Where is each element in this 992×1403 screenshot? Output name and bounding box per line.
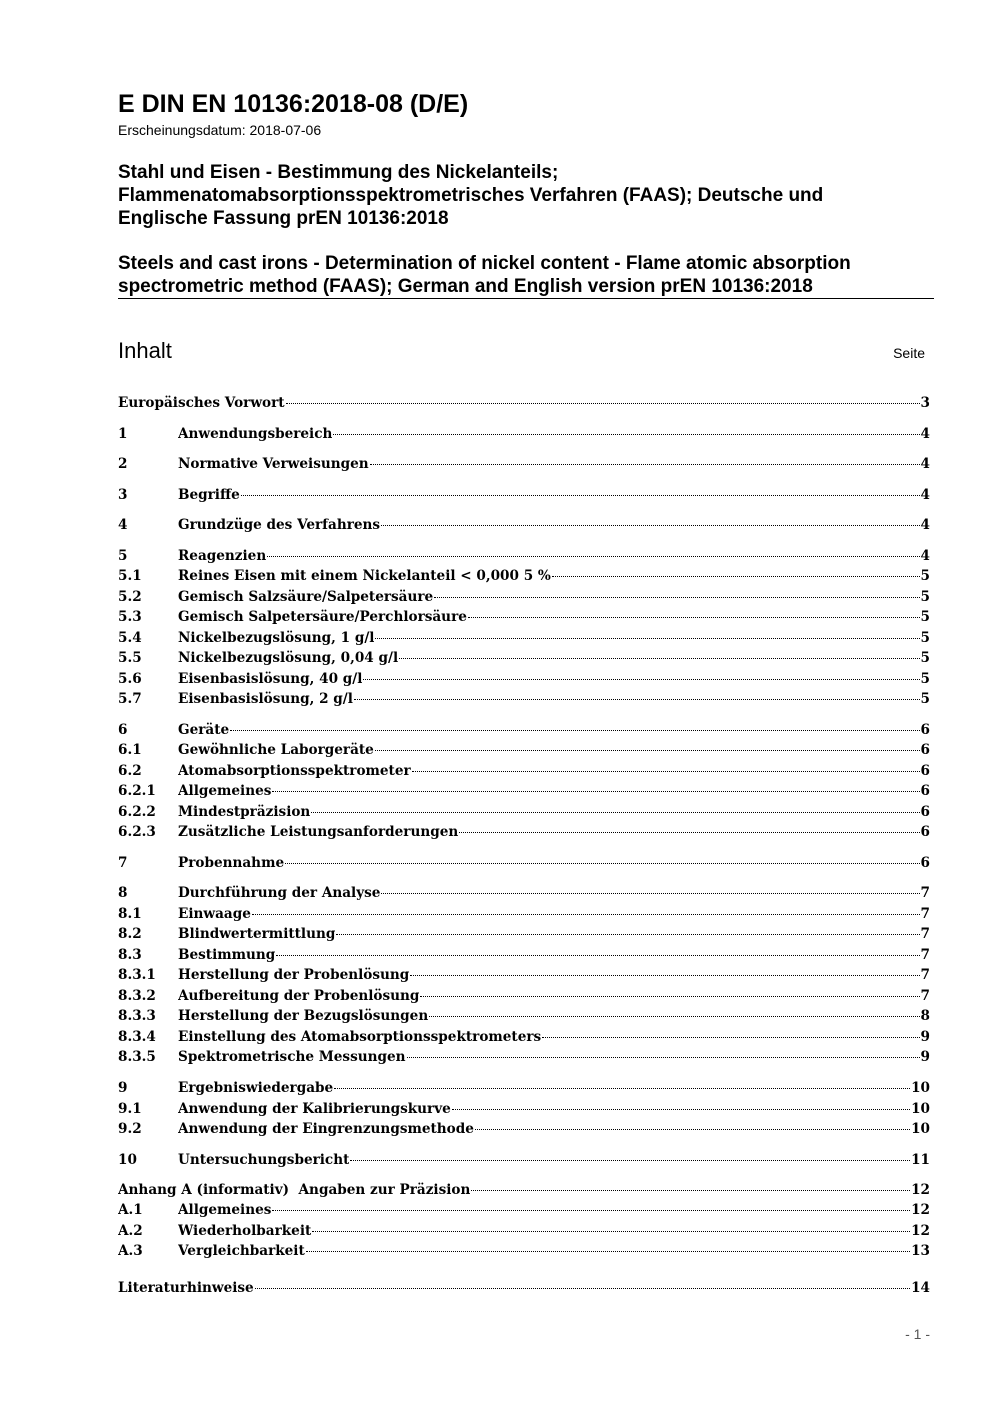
toc-entry-page: 11 [911, 1152, 930, 1168]
toc-entry-page: 4 [920, 517, 930, 533]
toc-entry-title: Gemisch Salzsäure/Salpetersäure [178, 589, 434, 605]
toc-entry-number: 2 [118, 456, 128, 472]
toc-entry-title: Allgemeines [178, 1202, 272, 1218]
toc-entry-title: Bestimmung [178, 947, 276, 963]
toc-entry-leader-dots [336, 934, 919, 935]
toc-entry-title: Anwendungsbereich [178, 426, 333, 442]
toc-entry[interactable] [118, 824, 930, 844]
toc-entry-number: 5.3 [118, 609, 142, 625]
toc-entry-number: 7 [118, 855, 128, 871]
toc-entry-leader-dots [381, 525, 919, 526]
toc-entry-title: Gewöhnliche Laborgeräte [178, 742, 374, 758]
toc-entry-title: Begriffe [178, 487, 240, 503]
toc-entry-title: Reines Eisen mit einem Nickelanteil < 0,000 5 % [178, 568, 551, 584]
toc-entry-leader-dots [459, 832, 919, 833]
toc-entry-title: Blindwertermittlung [178, 926, 336, 942]
toc-entry-title: Anwendung der Kalibrierungskurve [178, 1101, 451, 1117]
toc-entry[interactable] [118, 568, 930, 588]
publication-date: Erscheinungsdatum: 2018-07-06 [118, 122, 322, 138]
toc-entry[interactable] [118, 885, 930, 905]
toc-entry-page: 10 [911, 1121, 930, 1137]
toc-entry-title: Eisenbasislösung, 40 g/l [178, 671, 363, 687]
toc-entry-leader-dots [252, 914, 920, 915]
toc-entry[interactable] [118, 1280, 930, 1300]
toc-entry[interactable] [118, 650, 930, 670]
toc-entry-leader-dots [429, 1016, 919, 1017]
toc-entry-number: 8.3.4 [118, 1029, 156, 1045]
toc-entry-title: Vergleichbarkeit [178, 1243, 305, 1259]
toc-entry-page: 7 [920, 988, 930, 1004]
toc-entry[interactable] [118, 630, 930, 650]
toc-entry-leader-dots [255, 1288, 910, 1289]
toc-entry-title: Literaturhinweise [118, 1280, 254, 1296]
toc-entry-title: Atomabsorptionsspektrometer [178, 763, 411, 779]
toc-entry-leader-dots [375, 638, 919, 639]
toc-entry-leader-dots [312, 1231, 910, 1232]
toc-entry-title: Reagenzien [178, 548, 267, 564]
title-german: Stahl und Eisen - Bestimmung des Nickelanteils; Flammenatomabsorptionsspektrometrisches Verfahren (FAAS); Deutsche und Englische Fassung prEN 10136:2018 [118, 162, 824, 229]
toc-heading: Inhalt [118, 338, 172, 363]
toc-entry-number: 6.2.3 [118, 824, 156, 840]
toc-entry-number: 5.1 [118, 568, 142, 584]
title-english: Steels and cast irons - Determination of nickel content - Flame atomic absorption spectrometric method (FAAS); German and English version prEN 10136:2018 [118, 253, 851, 297]
toc-entry-number: 6.2.2 [118, 804, 156, 820]
toc-entry[interactable] [118, 1121, 930, 1141]
toc-entry-leader-dots [285, 863, 919, 864]
toc-entry[interactable] [118, 1101, 930, 1121]
toc-entry-number: 6 [118, 722, 128, 738]
toc-entry-number: 8.3.5 [118, 1049, 156, 1065]
toc-entry-leader-dots [552, 576, 920, 577]
toc-entry[interactable] [118, 988, 930, 1008]
toc-entry-page: 4 [920, 426, 930, 442]
toc-entry-page: 5 [920, 589, 930, 605]
toc-entry[interactable] [118, 1182, 930, 1202]
toc-entry-number: 5.4 [118, 630, 142, 646]
title-divider [118, 298, 934, 299]
toc-entry-leader-dots [434, 597, 919, 598]
toc-entry[interactable] [118, 589, 930, 609]
toc-entry[interactable] [118, 609, 930, 629]
toc-entry-leader-dots [420, 996, 919, 997]
toc-entry[interactable] [118, 1243, 930, 1263]
toc-entry-number: 5.5 [118, 650, 142, 666]
toc-entry-page: 7 [920, 967, 930, 983]
toc-entry-leader-dots [286, 403, 920, 404]
toc-entry-page: 13 [911, 1243, 930, 1259]
toc-entry-page: 3 [920, 395, 930, 411]
toc-entry-page: 7 [920, 885, 930, 901]
toc-entry-leader-dots [475, 1129, 910, 1130]
toc-entry-number: 8.3.1 [118, 967, 156, 983]
toc-entry[interactable] [118, 1202, 930, 1222]
toc-entry-page: 5 [920, 630, 930, 646]
toc-entry-number: 9 [118, 1080, 128, 1096]
toc-entry-number: 5 [118, 548, 128, 564]
toc-entry-title: Gemisch Salpetersäure/Perchlorsäure [178, 609, 467, 625]
toc-entry-page: 6 [920, 783, 930, 799]
toc-entry-page: 6 [920, 855, 930, 871]
toc-entry-page: 5 [920, 691, 930, 707]
toc-entry[interactable] [118, 855, 930, 875]
toc-entry-leader-dots [542, 1037, 919, 1038]
toc-entry-number: 5.7 [118, 691, 142, 707]
toc-entry-title: Eisenbasislösung, 2 g/l [178, 691, 353, 707]
toc-entry[interactable] [118, 395, 930, 415]
toc-entry-title: Einwaage [178, 906, 251, 922]
toc-entry-number: 6.2 [118, 763, 142, 779]
toc-entry-number: A.3 [118, 1243, 143, 1259]
toc-entry[interactable] [118, 763, 930, 783]
toc-entry-title: Nickelbezugslösung, 1 g/l [178, 630, 375, 646]
toc-entry-number: 8.3 [118, 947, 142, 963]
toc-entry-page: 10 [911, 1101, 930, 1117]
toc-entry-title: Untersuchungsbericht [178, 1152, 350, 1168]
toc-entry-title: Herstellung der Bezugslösungen [178, 1008, 429, 1024]
toc-entry-page: 12 [911, 1202, 930, 1218]
toc-entry-title: Spektrometrische Messungen [178, 1049, 406, 1065]
toc-entry[interactable] [118, 691, 930, 711]
toc-entry-number: 8.2 [118, 926, 142, 942]
document-id: E DIN EN 10136:2018-08 (D/E) [118, 90, 469, 118]
toc-entry-page: 8 [920, 1008, 930, 1024]
toc-entry-page: 7 [920, 926, 930, 942]
toc-entry-leader-dots [381, 893, 919, 894]
toc-entry-number: 6.1 [118, 742, 142, 758]
toc-entry[interactable] [118, 742, 930, 762]
toc-entry-number: 8.3.2 [118, 988, 156, 1004]
toc-entry-leader-dots [452, 1109, 910, 1110]
toc-entry-title: Europäisches Vorwort [118, 395, 285, 411]
toc-entry[interactable] [118, 671, 930, 691]
toc-entry-page: 6 [920, 742, 930, 758]
toc-entry-number: A.2 [118, 1223, 143, 1239]
toc-entry-number: A.1 [118, 1202, 143, 1218]
toc-entry-leader-dots [334, 1088, 910, 1089]
toc-entry-leader-dots [471, 1190, 910, 1191]
toc-page-column-label: Seite [893, 345, 925, 361]
toc-entry-leader-dots [306, 1251, 910, 1252]
toc-entry-page: 10 [911, 1080, 930, 1096]
toc-entry-page: 9 [920, 1029, 930, 1045]
toc-entry-page: 7 [920, 947, 930, 963]
toc-entry-leader-dots [333, 434, 919, 435]
toc-entry-page: 4 [920, 487, 930, 503]
toc-entry-page: 5 [920, 671, 930, 687]
toc-entry-number: 9.1 [118, 1101, 142, 1117]
toc-entry[interactable] [118, 1152, 930, 1172]
toc-entry-number: 3 [118, 487, 128, 503]
toc-entry-leader-dots [407, 1057, 920, 1058]
toc-entry-title: Probennahme [178, 855, 285, 871]
page-number: - 1 - [905, 1326, 930, 1342]
toc-entry-leader-dots [410, 975, 919, 976]
toc-entry-title: Herstellung der Probenlösung [178, 967, 410, 983]
toc-entry-number: 6.2.1 [118, 783, 156, 799]
toc-entry-title: Mindestpräzision [178, 804, 311, 820]
toc-entry-number: 1 [118, 426, 128, 442]
toc-entry-leader-dots [354, 699, 920, 700]
toc-entry-page: 6 [920, 722, 930, 738]
toc-entry-title: Nickelbezugslösung, 0,04 g/l [178, 650, 399, 666]
toc-entry[interactable] [118, 517, 930, 537]
toc-entry-leader-dots [375, 750, 920, 751]
toc-entry[interactable] [118, 548, 930, 568]
toc-entry[interactable] [118, 1223, 930, 1243]
toc-entry-page: 5 [920, 609, 930, 625]
toc-entry-title: Ergebniswiedergabe [178, 1080, 334, 1096]
toc-entry-title: Einstellung des Atomabsorptionsspektrometers [178, 1029, 542, 1045]
toc-entry-title: Normative Verweisungen [178, 456, 369, 472]
toc-entry[interactable] [118, 426, 930, 446]
toc-entry-page: 14 [911, 1280, 930, 1296]
toc-entry-title: Wiederholbarkeit [178, 1223, 312, 1239]
toc-entry-page: 6 [920, 763, 930, 779]
toc-entry-number: 9.2 [118, 1121, 142, 1137]
toc-entry-leader-dots [412, 771, 920, 772]
toc-entry-number: 5.2 [118, 589, 142, 605]
toc-entry-page: 12 [911, 1182, 930, 1198]
toc-entry[interactable] [118, 783, 930, 803]
toc-entry-number: 8 [118, 885, 128, 901]
toc-entry[interactable] [118, 1049, 930, 1069]
toc-entry-page: 4 [920, 456, 930, 472]
toc-entry-leader-dots [399, 658, 919, 659]
toc-entry-leader-dots [370, 464, 920, 465]
toc-entry[interactable] [118, 926, 930, 946]
toc-entry-number: 10 [118, 1152, 137, 1168]
toc-entry-number: 5.6 [118, 671, 142, 687]
toc-entry-title: Durchführung der Analyse [178, 885, 381, 901]
toc-entry-leader-dots [241, 495, 920, 496]
toc-entry[interactable] [118, 1008, 930, 1028]
toc-entry-page: 7 [920, 906, 930, 922]
toc-entry[interactable] [118, 722, 930, 742]
toc-entry-page: 6 [920, 804, 930, 820]
toc-entry-leader-dots [363, 679, 919, 680]
toc-entry-title: Zusätzliche Leistungsanforderungen [178, 824, 459, 840]
toc-entry[interactable] [118, 1080, 930, 1100]
toc-entry[interactable] [118, 967, 930, 987]
toc-entry[interactable] [118, 1029, 930, 1049]
toc-entry-page: 4 [920, 548, 930, 564]
toc-entry[interactable] [118, 456, 930, 476]
toc-entry-leader-dots [311, 812, 919, 813]
toc-entry[interactable] [118, 804, 930, 824]
toc-entry-number: 8.3.3 [118, 1008, 156, 1024]
toc-entry-leader-dots [272, 1210, 910, 1211]
toc-entry-leader-dots [276, 955, 919, 956]
toc-entry-title: Anwendung der Eingrenzungsmethode [178, 1121, 474, 1137]
toc-entry-page: 9 [920, 1049, 930, 1065]
toc-entry[interactable] [118, 906, 930, 926]
toc-entry-title: Allgemeines [178, 783, 272, 799]
toc-entry-page: 6 [920, 824, 930, 840]
toc-entry-title: Anhang A (informativ) Angaben zur Präzision [118, 1182, 471, 1198]
toc-entry-leader-dots [272, 791, 919, 792]
toc-entry-page: 5 [920, 568, 930, 584]
toc-entry-title: Aufbereitung der Probenlösung [178, 988, 420, 1004]
toc-entry[interactable] [118, 487, 930, 507]
toc-entry-leader-dots [350, 1160, 910, 1161]
toc-entry[interactable] [118, 947, 930, 967]
toc-entry-page: 12 [911, 1223, 930, 1239]
toc-entry-number: 8.1 [118, 906, 142, 922]
toc-entry-leader-dots [468, 617, 920, 618]
toc-entry-leader-dots [230, 730, 919, 731]
toc-entry-title: Geräte [178, 722, 230, 738]
toc-entry-leader-dots [267, 556, 919, 557]
toc-entry-page: 5 [920, 650, 930, 666]
toc-entry-title: Grundzüge des Verfahrens [178, 517, 381, 533]
toc-entry-number: 4 [118, 517, 128, 533]
